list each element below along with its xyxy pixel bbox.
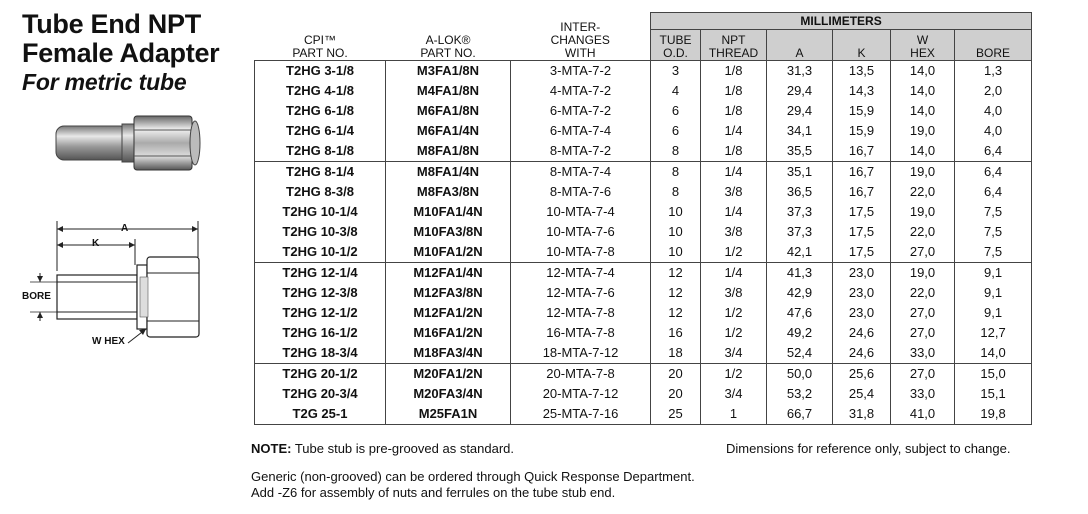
table-cell: 53,2 (767, 384, 833, 404)
table-cell: 12-MTA-7-4 (511, 263, 651, 284)
table-row (255, 61, 1032, 82)
table-cell: M6FA1/8N (386, 101, 511, 121)
table-cell: 10 (651, 222, 701, 242)
table-cell: 14,0 (891, 141, 955, 162)
table-cell: 23,0 (833, 283, 891, 303)
col-header-alok: A-LOK® PART NO. (420, 33, 476, 60)
table-cell: 25 (651, 404, 701, 425)
table-cell: 33,0 (891, 343, 955, 364)
table-cell: 6 (651, 121, 701, 141)
table-cell: M3FA1/8N (386, 61, 511, 82)
table-cell: 22,0 (891, 222, 955, 242)
table-cell: 29,4 (767, 81, 833, 101)
col-header-interchanges: INTER- CHANGES WITH (550, 20, 610, 60)
table-cell: 20-MTA-7-8 (511, 364, 651, 385)
spec-table (254, 12, 1032, 425)
table-cell: 10-MTA-7-8 (511, 242, 651, 263)
table-cell: 27,0 (891, 323, 955, 343)
table-cell: 1/2 (701, 303, 767, 323)
table-row (255, 101, 1032, 121)
diagram-label-w-hex: W HEX (92, 336, 125, 347)
table-cell: 1/2 (701, 242, 767, 263)
table-cell: M20FA1/2N (386, 364, 511, 385)
table-cell: 8 (651, 162, 701, 183)
table-cell: T2HG 10-3/8 (255, 222, 386, 242)
table-cell: 1,3 (955, 61, 1032, 82)
table-cell: 3/4 (701, 343, 767, 364)
table-cell: M8FA1/4N (386, 162, 511, 183)
table-cell: T2HG 12-3/8 (255, 283, 386, 303)
product-photo (52, 108, 202, 178)
table-cell: 20-MTA-7-12 (511, 384, 651, 404)
table-cell: 4 (651, 81, 701, 101)
table-cell: M8FA3/8N (386, 182, 511, 202)
table-cell: 10-MTA-7-6 (511, 222, 651, 242)
table-cell: 1/4 (701, 162, 767, 183)
table-cell: 3/8 (701, 283, 767, 303)
table-cell: 1/4 (701, 263, 767, 284)
table-row (255, 242, 1032, 263)
table-cell: 8 (651, 141, 701, 162)
col-header-cpi: CPI™ PART NO. (292, 33, 348, 60)
table-cell: 12 (651, 283, 701, 303)
table-cell: 35,5 (767, 141, 833, 162)
table-cell: 42,9 (767, 283, 833, 303)
table-cell: M4FA1/8N (386, 81, 511, 101)
table-cell: 1/2 (701, 364, 767, 385)
table-cell: 6-MTA-7-4 (511, 121, 651, 141)
table-row (255, 202, 1032, 222)
table-cell: 24,6 (833, 343, 891, 364)
table-row (255, 404, 1032, 425)
table-cell: 14,0 (891, 81, 955, 101)
table-cell: 41,3 (767, 263, 833, 284)
table-cell: 15,0 (955, 364, 1032, 385)
table-cell: 12 (651, 263, 701, 284)
table-row (255, 303, 1032, 323)
table-cell: 6,4 (955, 182, 1032, 202)
table-cell: 19,0 (891, 202, 955, 222)
table-cell: 19,8 (955, 404, 1032, 425)
table-cell: 8 (651, 182, 701, 202)
table-cell: 8-MTA-7-4 (511, 162, 651, 183)
dimensions-disclaimer: Dimensions for reference only, subject to change. (726, 441, 1011, 456)
table-cell: 66,7 (767, 404, 833, 425)
table-cell: 6,4 (955, 141, 1032, 162)
diagram-label-bore: BORE (22, 291, 51, 302)
table-cell: 41,0 (891, 404, 955, 425)
col-group-millimeters: MILLIMETERS (651, 13, 1032, 30)
table-cell: 1/8 (701, 61, 767, 82)
table-cell: 20 (651, 364, 701, 385)
table-cell: 1 (701, 404, 767, 425)
dimension-diagram (20, 215, 210, 355)
table-cell: M12FA1/4N (386, 263, 511, 284)
table-cell: 37,3 (767, 202, 833, 222)
table-cell: M10FA1/4N (386, 202, 511, 222)
table-cell: 2,0 (955, 81, 1032, 101)
table-cell: 12 (651, 303, 701, 323)
table-cell: 22,0 (891, 182, 955, 202)
table-cell: 24,6 (833, 323, 891, 343)
table-cell: T2HG 8-1/4 (255, 162, 386, 183)
table-cell: T2HG 12-1/4 (255, 263, 386, 284)
table-cell: 12,7 (955, 323, 1032, 343)
table-row (255, 364, 1032, 385)
table-cell: 3-MTA-7-2 (511, 61, 651, 82)
table-cell: 17,5 (833, 242, 891, 263)
table-cell: 42,1 (767, 242, 833, 263)
table-cell: T2G 25-1 (255, 404, 386, 425)
title-line-2: Female Adapter (22, 38, 220, 68)
table-cell: 14,3 (833, 81, 891, 101)
table-cell: 14,0 (891, 61, 955, 82)
table-cell: T2HG 20-1/2 (255, 364, 386, 385)
table-cell: M18FA3/4N (386, 343, 511, 364)
table-cell: 33,0 (891, 384, 955, 404)
table-cell: 49,2 (767, 323, 833, 343)
table-cell: 10 (651, 202, 701, 222)
table-cell: 25,4 (833, 384, 891, 404)
col-header-a: A (767, 30, 833, 61)
table-cell: 25,6 (833, 364, 891, 385)
table-cell: 12-MTA-7-8 (511, 303, 651, 323)
table-cell: 16,7 (833, 162, 891, 183)
table-cell: 50,0 (767, 364, 833, 385)
table-cell: 3 (651, 61, 701, 82)
table-cell: M20FA3/4N (386, 384, 511, 404)
table-cell: 1/8 (701, 81, 767, 101)
diagram-label-a: A (121, 223, 129, 234)
title-line-1: Tube End NPT (22, 9, 201, 39)
table-cell: 13,5 (833, 61, 891, 82)
table-cell: T2HG 10-1/2 (255, 242, 386, 263)
table-cell: 7,5 (955, 222, 1032, 242)
table-cell: 1/2 (701, 323, 767, 343)
table-cell: M10FA3/8N (386, 222, 511, 242)
table-cell: 16,7 (833, 182, 891, 202)
table-cell: T2HG 12-1/2 (255, 303, 386, 323)
table-cell: 3/8 (701, 182, 767, 202)
table-cell: 27,0 (891, 303, 955, 323)
table-row (255, 263, 1032, 284)
table-cell: 35,1 (767, 162, 833, 183)
table-cell: 27,0 (891, 242, 955, 263)
table-cell: 15,9 (833, 101, 891, 121)
col-header-w-hex: W HEX (891, 30, 955, 61)
table-cell: 7,5 (955, 202, 1032, 222)
table-row (255, 222, 1032, 242)
table-row (255, 182, 1032, 202)
table-cell: 15,1 (955, 384, 1032, 404)
table-cell: T2HG 4-1/8 (255, 81, 386, 101)
table-cell: M16FA1/2N (386, 323, 511, 343)
table-cell: 8-MTA-7-6 (511, 182, 651, 202)
table-cell: 29,4 (767, 101, 833, 121)
table-cell: T2HG 20-3/4 (255, 384, 386, 404)
col-header-bore: BORE (955, 30, 1032, 61)
table-row (255, 121, 1032, 141)
table-cell: 36,5 (767, 182, 833, 202)
table-cell: 4-MTA-7-2 (511, 81, 651, 101)
title-subtitle: For metric tube (22, 69, 187, 95)
table-cell: T2HG 6-1/4 (255, 121, 386, 141)
table-cell: 9,1 (955, 263, 1032, 284)
table-cell: M12FA1/2N (386, 303, 511, 323)
table-row (255, 81, 1032, 101)
table-cell: M25FA1N (386, 404, 511, 425)
table-cell: 9,1 (955, 303, 1032, 323)
table-cell: 52,4 (767, 343, 833, 364)
table-cell: T2HG 3-1/8 (255, 61, 386, 82)
table-cell: 31,8 (833, 404, 891, 425)
table-cell: 19,0 (891, 121, 955, 141)
table-cell: 27,0 (891, 364, 955, 385)
table-cell: 1/8 (701, 141, 767, 162)
table-cell: 17,5 (833, 202, 891, 222)
table-cell: 16-MTA-7-8 (511, 323, 651, 343)
table-cell: 34,1 (767, 121, 833, 141)
table-row (255, 384, 1032, 404)
table-cell: T2HG 18-3/4 (255, 343, 386, 364)
table-row (255, 283, 1032, 303)
table-cell: M10FA1/2N (386, 242, 511, 263)
diagram-label-k: K (92, 238, 100, 249)
table-cell: T2HG 16-1/2 (255, 323, 386, 343)
table-cell: 10 (651, 242, 701, 263)
table-cell: 9,1 (955, 283, 1032, 303)
footer-line-2: Add -Z6 for assembly of nuts and ferrules on the tube stub end. (251, 485, 616, 500)
table-cell: 14,0 (891, 101, 955, 121)
table-cell: 8-MTA-7-2 (511, 141, 651, 162)
table-cell: 1/4 (701, 121, 767, 141)
table-cell: 16 (651, 323, 701, 343)
table-cell: M6FA1/4N (386, 121, 511, 141)
table-cell: 37,3 (767, 222, 833, 242)
table-cell: 47,6 (767, 303, 833, 323)
table-cell: 19,0 (891, 162, 955, 183)
table-cell: 23,0 (833, 303, 891, 323)
table-cell: T2HG 10-1/4 (255, 202, 386, 222)
table-cell: 17,5 (833, 222, 891, 242)
table-cell: 4,0 (955, 101, 1032, 121)
note: NOTE: Tube stub is pre-grooved as standard. (251, 441, 515, 456)
table-cell: 6 (651, 101, 701, 121)
table-cell: 14,0 (955, 343, 1032, 364)
page-title (22, 10, 219, 97)
table-cell: T2HG 8-3/8 (255, 182, 386, 202)
table-cell: 1/4 (701, 202, 767, 222)
table-cell: 3/8 (701, 222, 767, 242)
table-row (255, 343, 1032, 364)
table-row (255, 141, 1032, 162)
table-cell: 3/4 (701, 384, 767, 404)
table-cell: 16,7 (833, 141, 891, 162)
table-cell: 6-MTA-7-2 (511, 101, 651, 121)
table-cell: 1/8 (701, 101, 767, 121)
table-cell: 18-MTA-7-12 (511, 343, 651, 364)
table-cell: 6,4 (955, 162, 1032, 183)
table-cell: T2HG 6-1/8 (255, 101, 386, 121)
footer-line-1: Generic (non-grooved) can be ordered through Quick Response Department. (251, 469, 695, 484)
table-cell: 19,0 (891, 263, 955, 284)
table-cell: 18 (651, 343, 701, 364)
table-row (255, 162, 1032, 183)
table-cell: 4,0 (955, 121, 1032, 141)
table-cell: M12FA3/8N (386, 283, 511, 303)
table-cell: 22,0 (891, 283, 955, 303)
table-cell: 7,5 (955, 242, 1032, 263)
footer-notes (251, 469, 695, 501)
table-cell: 15,9 (833, 121, 891, 141)
table-cell: 25-MTA-7-16 (511, 404, 651, 425)
table-cell: M8FA1/8N (386, 141, 511, 162)
table-row (255, 323, 1032, 343)
table-cell: 12-MTA-7-6 (511, 283, 651, 303)
table-cell: T2HG 8-1/8 (255, 141, 386, 162)
table-cell: 23,0 (833, 263, 891, 284)
col-header-tube-od: TUBE O.D. (651, 30, 701, 61)
table-cell: 10-MTA-7-4 (511, 202, 651, 222)
table-cell: 31,3 (767, 61, 833, 82)
col-header-k: K (833, 30, 891, 61)
col-header-npt-thread: NPT THREAD (701, 30, 767, 61)
table-cell: 20 (651, 384, 701, 404)
